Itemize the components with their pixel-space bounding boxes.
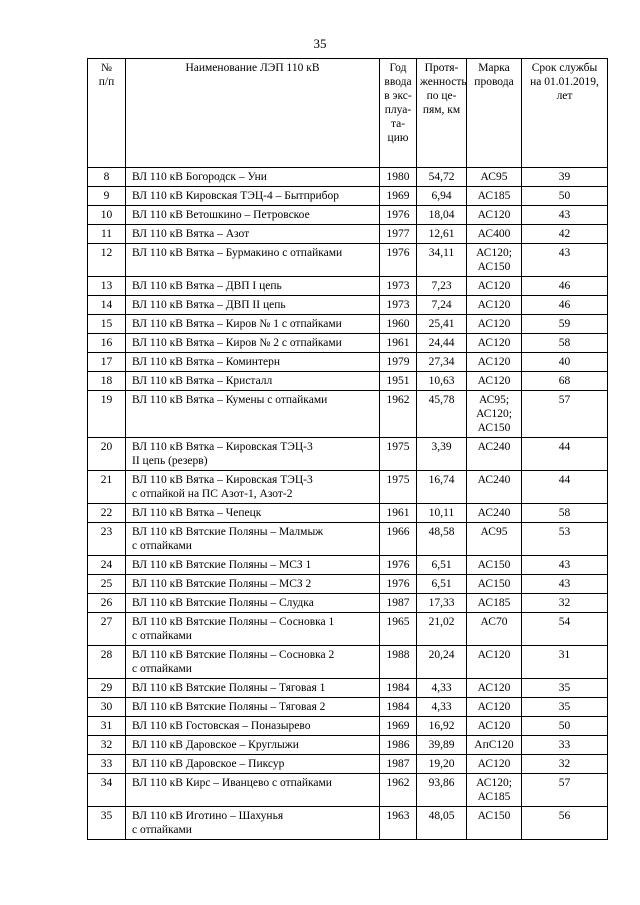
cell-length: 93,86 xyxy=(417,774,467,807)
cell-num: 29 xyxy=(88,679,126,698)
cell-brand: АС120; АС150 xyxy=(467,244,522,277)
cell-life: 68 xyxy=(522,372,608,391)
cell-length: 10,11 xyxy=(417,504,467,523)
cell-num: 13 xyxy=(88,277,126,296)
cell-life: 40 xyxy=(522,353,608,372)
cell-length: 24,44 xyxy=(417,334,467,353)
table-row xyxy=(88,187,608,206)
cell-name: ВЛ 110 кВ Вятка – ДВП II цепь xyxy=(126,296,380,315)
cell-life: 46 xyxy=(522,296,608,315)
table-row xyxy=(88,736,608,755)
cell-name: ВЛ 110 кВ Вятские Поляны – Слудка xyxy=(126,594,380,613)
table-row xyxy=(88,717,608,736)
cell-life: 44 xyxy=(522,438,608,471)
cell-name: ВЛ 110 кВ Даровское – Круглыжи xyxy=(126,736,380,755)
cell-name: ВЛ 110 кВ Богородск – Уни xyxy=(126,168,380,187)
cell-year: 1976 xyxy=(380,244,417,277)
cell-brand: АС150 xyxy=(467,556,522,575)
cell-length: 6,94 xyxy=(417,187,467,206)
cell-num: 20 xyxy=(88,438,126,471)
cell-length: 3,39 xyxy=(417,438,467,471)
cell-life: 39 xyxy=(522,168,608,187)
cell-year: 1962 xyxy=(380,774,417,807)
cell-brand: АС400 xyxy=(467,225,522,244)
cell-length: 18,04 xyxy=(417,206,467,225)
cell-brand: АС70 xyxy=(467,613,522,646)
table-row xyxy=(88,807,608,840)
cell-length: 6,51 xyxy=(417,556,467,575)
cell-length: 25,41 xyxy=(417,315,467,334)
table-header-row xyxy=(88,59,608,168)
cell-num: 11 xyxy=(88,225,126,244)
cell-life: 35 xyxy=(522,679,608,698)
cell-brand: АС95 xyxy=(467,523,522,556)
cell-num: 19 xyxy=(88,391,126,438)
cell-year: 1975 xyxy=(380,438,417,471)
cell-length: 19,20 xyxy=(417,755,467,774)
cell-length: 16,92 xyxy=(417,717,467,736)
cell-year: 1960 xyxy=(380,315,417,334)
cell-year: 1951 xyxy=(380,372,417,391)
cell-length: 4,33 xyxy=(417,679,467,698)
cell-life: 50 xyxy=(522,717,608,736)
cell-length: 20,24 xyxy=(417,646,467,679)
table-row xyxy=(88,168,608,187)
cell-length: 54,72 xyxy=(417,168,467,187)
table-row xyxy=(88,755,608,774)
table-row xyxy=(88,774,608,807)
cell-brand: АС120 xyxy=(467,755,522,774)
cell-year: 1969 xyxy=(380,187,417,206)
power-lines-table xyxy=(87,58,608,840)
cell-year: 1984 xyxy=(380,698,417,717)
cell-name: ВЛ 110 кВ Вятские Поляны – Малмыж с отпайками xyxy=(126,523,380,556)
cell-life: 53 xyxy=(522,523,608,556)
cell-year: 1986 xyxy=(380,736,417,755)
table-row xyxy=(88,296,608,315)
cell-brand: АС95 xyxy=(467,168,522,187)
cell-life: 58 xyxy=(522,504,608,523)
cell-name: ВЛ 110 кВ Вятка – Азот xyxy=(126,225,380,244)
cell-brand: АпС120 xyxy=(467,736,522,755)
cell-brand: АС120 xyxy=(467,315,522,334)
header-brand: Марка провода xyxy=(467,59,522,168)
cell-length: 21,02 xyxy=(417,613,467,646)
cell-name: ВЛ 110 кВ Вятские Поляны – Сосновка 2 с отпайками xyxy=(126,646,380,679)
cell-num: 27 xyxy=(88,613,126,646)
cell-length: 12,61 xyxy=(417,225,467,244)
cell-num: 35 xyxy=(88,807,126,840)
cell-year: 1962 xyxy=(380,391,417,438)
cell-num: 26 xyxy=(88,594,126,613)
header-life: Срок службы на 01.01.2019, лет xyxy=(522,59,608,168)
cell-brand: АС120 xyxy=(467,277,522,296)
cell-name: ВЛ 110 кВ Вятка – ДВП I цепь xyxy=(126,277,380,296)
cell-year: 1973 xyxy=(380,277,417,296)
cell-brand: АС150 xyxy=(467,807,522,840)
cell-year: 1979 xyxy=(380,353,417,372)
cell-life: 35 xyxy=(522,698,608,717)
cell-num: 33 xyxy=(88,755,126,774)
cell-life: 50 xyxy=(522,187,608,206)
cell-life: 43 xyxy=(522,244,608,277)
cell-year: 1987 xyxy=(380,594,417,613)
cell-length: 48,05 xyxy=(417,807,467,840)
table-row xyxy=(88,438,608,471)
cell-name: ВЛ 110 кВ Вятка – Кировская ТЭЦ-3 с отпайкой на ПС Азот-1, Азот-2 xyxy=(126,471,380,504)
table-row xyxy=(88,698,608,717)
table-row xyxy=(88,556,608,575)
table-row xyxy=(88,206,608,225)
cell-num: 31 xyxy=(88,717,126,736)
cell-name: ВЛ 110 кВ Гостовская – Поназырево xyxy=(126,717,380,736)
cell-name: ВЛ 110 кВ Вятка – Киров № 1 с отпайками xyxy=(126,315,380,334)
cell-length: 16,74 xyxy=(417,471,467,504)
cell-name: ВЛ 110 кВ Ветошкино – Петровское xyxy=(126,206,380,225)
table-row xyxy=(88,679,608,698)
cell-life: 58 xyxy=(522,334,608,353)
cell-life: 33 xyxy=(522,736,608,755)
cell-length: 4,33 xyxy=(417,698,467,717)
cell-length: 27,34 xyxy=(417,353,467,372)
cell-num: 8 xyxy=(88,168,126,187)
cell-name: ВЛ 110 кВ Вятка – Бурмакино с отпайками xyxy=(126,244,380,277)
cell-num: 34 xyxy=(88,774,126,807)
cell-name: ВЛ 110 кВ Вятка – Чепецк xyxy=(126,504,380,523)
cell-name: ВЛ 110 кВ Вятские Поляны – Тяговая 1 xyxy=(126,679,380,698)
cell-name: ВЛ 110 кВ Вятка – Коминтерн xyxy=(126,353,380,372)
header-name: Наименование ЛЭП 110 кВ xyxy=(126,59,380,168)
cell-life: 32 xyxy=(522,594,608,613)
cell-num: 30 xyxy=(88,698,126,717)
cell-num: 21 xyxy=(88,471,126,504)
cell-num: 14 xyxy=(88,296,126,315)
cell-num: 9 xyxy=(88,187,126,206)
cell-brand: АС120 xyxy=(467,206,522,225)
cell-life: 56 xyxy=(522,807,608,840)
cell-num: 25 xyxy=(88,575,126,594)
header-year: Год ввода в экс-плуа-та-цию xyxy=(380,59,417,168)
cell-name: ВЛ 110 кВ Кировская ТЭЦ-4 – Бытприбор xyxy=(126,187,380,206)
table-row xyxy=(88,613,608,646)
cell-num: 18 xyxy=(88,372,126,391)
cell-year: 1984 xyxy=(380,679,417,698)
table-row xyxy=(88,277,608,296)
cell-year: 1976 xyxy=(380,206,417,225)
cell-brand: АС185 xyxy=(467,594,522,613)
cell-life: 43 xyxy=(522,575,608,594)
cell-brand: АС120 xyxy=(467,717,522,736)
cell-brand: АС240 xyxy=(467,504,522,523)
cell-brand: АС120 xyxy=(467,698,522,717)
cell-name: ВЛ 110 кВ Вятские Поляны – Тяговая 2 xyxy=(126,698,380,717)
cell-brand: АС120 xyxy=(467,646,522,679)
cell-length: 39,89 xyxy=(417,736,467,755)
cell-name: ВЛ 110 кВ Иготино – Шахунья с отпайками xyxy=(126,807,380,840)
cell-name: ВЛ 110 кВ Вятка – Кумены с отпайками xyxy=(126,391,380,438)
cell-length: 48,58 xyxy=(417,523,467,556)
cell-length: 34,11 xyxy=(417,244,467,277)
cell-length: 10,63 xyxy=(417,372,467,391)
cell-year: 1976 xyxy=(380,556,417,575)
cell-life: 59 xyxy=(522,315,608,334)
cell-num: 10 xyxy=(88,206,126,225)
cell-name: ВЛ 110 кВ Даровское – Пиксур xyxy=(126,755,380,774)
cell-brand: АС150 xyxy=(467,575,522,594)
cell-brand: АС120 xyxy=(467,296,522,315)
cell-year: 1977 xyxy=(380,225,417,244)
cell-brand: АС240 xyxy=(467,471,522,504)
table-row xyxy=(88,523,608,556)
cell-length: 45,78 xyxy=(417,391,467,438)
table-row xyxy=(88,372,608,391)
cell-num: 24 xyxy=(88,556,126,575)
cell-year: 1963 xyxy=(380,807,417,840)
cell-brand: АС95; АС120; АС150 xyxy=(467,391,522,438)
cell-year: 1961 xyxy=(380,504,417,523)
cell-brand: АС120 xyxy=(467,353,522,372)
cell-year: 1965 xyxy=(380,613,417,646)
header-length: Протя-женность по це-пям, км xyxy=(417,59,467,168)
cell-length: 7,23 xyxy=(417,277,467,296)
table-row xyxy=(88,391,608,438)
cell-brand: АС185 xyxy=(467,187,522,206)
cell-name: ВЛ 110 кВ Вятка – Киров № 2 с отпайками xyxy=(126,334,380,353)
cell-life: 57 xyxy=(522,391,608,438)
cell-num: 23 xyxy=(88,523,126,556)
cell-num: 17 xyxy=(88,353,126,372)
cell-life: 57 xyxy=(522,774,608,807)
cell-num: 15 xyxy=(88,315,126,334)
table-row xyxy=(88,353,608,372)
cell-year: 1966 xyxy=(380,523,417,556)
table-row xyxy=(88,575,608,594)
cell-name: ВЛ 110 кВ Вятка – Кировская ТЭЦ-3 II цепь (резерв) xyxy=(126,438,380,471)
table-row xyxy=(88,225,608,244)
table-row xyxy=(88,315,608,334)
cell-life: 43 xyxy=(522,206,608,225)
cell-year: 1969 xyxy=(380,717,417,736)
cell-length: 17,33 xyxy=(417,594,467,613)
cell-num: 22 xyxy=(88,504,126,523)
cell-life: 31 xyxy=(522,646,608,679)
cell-brand: АС120; АС185 xyxy=(467,774,522,807)
cell-length: 7,24 xyxy=(417,296,467,315)
table-row xyxy=(88,244,608,277)
cell-name: ВЛ 110 кВ Вятские Поляны – МСЗ 2 xyxy=(126,575,380,594)
cell-year: 1973 xyxy=(380,296,417,315)
table-row xyxy=(88,594,608,613)
cell-name: ВЛ 110 кВ Вятские Поляны – МСЗ 1 xyxy=(126,556,380,575)
cell-length: 6,51 xyxy=(417,575,467,594)
table-body xyxy=(88,168,608,840)
cell-brand: АС120 xyxy=(467,372,522,391)
table-row xyxy=(88,471,608,504)
cell-name: ВЛ 110 кВ Вятские Поляны – Сосновка 1 с отпайками xyxy=(126,613,380,646)
cell-num: 32 xyxy=(88,736,126,755)
cell-year: 1980 xyxy=(380,168,417,187)
table-row xyxy=(88,646,608,679)
cell-brand: АС120 xyxy=(467,679,522,698)
cell-life: 32 xyxy=(522,755,608,774)
cell-life: 54 xyxy=(522,613,608,646)
cell-life: 42 xyxy=(522,225,608,244)
cell-brand: АС120 xyxy=(467,334,522,353)
cell-year: 1987 xyxy=(380,755,417,774)
cell-num: 12 xyxy=(88,244,126,277)
cell-year: 1976 xyxy=(380,575,417,594)
cell-year: 1961 xyxy=(380,334,417,353)
cell-name: ВЛ 110 кВ Вятка – Кристалл xyxy=(126,372,380,391)
cell-name: ВЛ 110 кВ Кирс – Иванцево с отпайками xyxy=(126,774,380,807)
cell-year: 1988 xyxy=(380,646,417,679)
cell-year: 1975 xyxy=(380,471,417,504)
cell-brand: АС240 xyxy=(467,438,522,471)
table-row xyxy=(88,334,608,353)
cell-life: 46 xyxy=(522,277,608,296)
cell-num: 28 xyxy=(88,646,126,679)
cell-num: 16 xyxy=(88,334,126,353)
table-row xyxy=(88,504,608,523)
cell-life: 44 xyxy=(522,471,608,504)
cell-life: 43 xyxy=(522,556,608,575)
header-num: № п/п xyxy=(88,59,126,168)
page-number: 35 xyxy=(313,36,327,51)
